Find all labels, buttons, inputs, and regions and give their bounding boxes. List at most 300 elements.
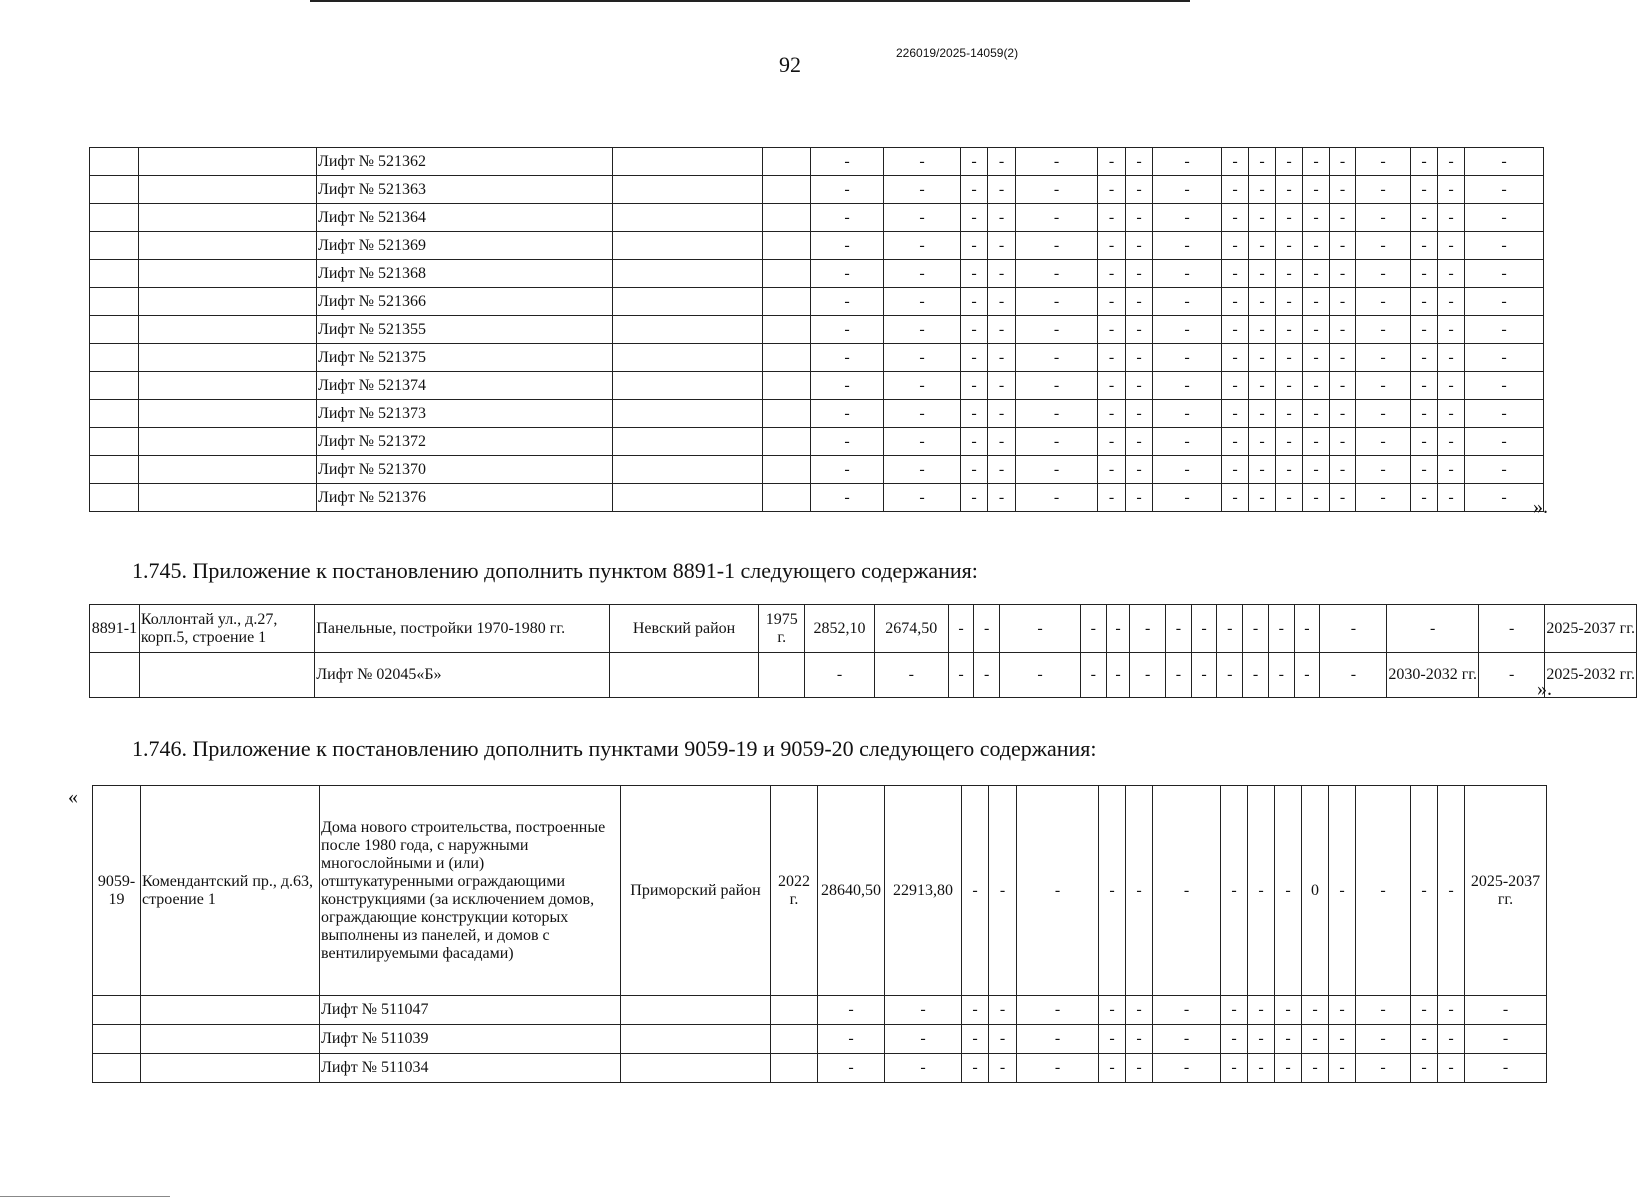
table-cell: - bbox=[1356, 484, 1411, 512]
table-cell: - bbox=[988, 456, 1016, 484]
table-cell: - bbox=[1302, 1025, 1329, 1054]
table-cell bbox=[613, 400, 763, 428]
table-cell: - bbox=[1303, 232, 1330, 260]
table-cell: - bbox=[1017, 1025, 1099, 1054]
table-row bbox=[90, 176, 1544, 204]
table-cell: - bbox=[1276, 428, 1303, 456]
table-cell: - bbox=[1016, 344, 1098, 372]
table-cell: Лифт № 521375 bbox=[317, 344, 613, 372]
table-cell: - bbox=[962, 786, 989, 996]
table-cell: - bbox=[1016, 428, 1098, 456]
table-cell: - bbox=[1222, 288, 1249, 316]
table-cell: - bbox=[1276, 344, 1303, 372]
table-cell bbox=[771, 1054, 818, 1083]
table-cell: - bbox=[988, 372, 1016, 400]
table-cell: Лифт № 521372 bbox=[317, 428, 613, 456]
table-cell: - bbox=[1016, 288, 1098, 316]
table-cell: - bbox=[1191, 653, 1217, 698]
table-cell: - bbox=[811, 260, 884, 288]
table-cell: - bbox=[1222, 400, 1249, 428]
table-row bbox=[90, 456, 1544, 484]
table-cell: - bbox=[1276, 288, 1303, 316]
table-cell bbox=[90, 344, 139, 372]
table-cell: - bbox=[1016, 204, 1098, 232]
table-cell: - bbox=[1126, 484, 1153, 512]
table-cell: - bbox=[1126, 456, 1153, 484]
table-cell: - bbox=[1153, 786, 1221, 996]
table-cell: - bbox=[1222, 456, 1249, 484]
table-cell: - bbox=[1276, 260, 1303, 288]
table-cell bbox=[139, 400, 317, 428]
table-cell: - bbox=[1465, 428, 1544, 456]
table-cell: - bbox=[1302, 1054, 1329, 1083]
table-row bbox=[90, 288, 1544, 316]
table-cell: - bbox=[1438, 260, 1465, 288]
table-cell bbox=[763, 288, 811, 316]
table-cell: - bbox=[1249, 288, 1276, 316]
table-cell: - bbox=[1153, 204, 1222, 232]
table-cell: - bbox=[1099, 996, 1126, 1025]
table-cell: - bbox=[1411, 204, 1438, 232]
table-cell: - bbox=[1330, 204, 1356, 232]
table-cell: - bbox=[1356, 1054, 1411, 1083]
table-cell: - bbox=[1465, 260, 1544, 288]
table-cell: - bbox=[1275, 786, 1302, 996]
table-cell bbox=[613, 428, 763, 456]
table-cell bbox=[90, 288, 139, 316]
table-cell: - bbox=[1153, 428, 1222, 456]
table-cell: - bbox=[1217, 653, 1243, 698]
table-cell: - bbox=[1166, 653, 1192, 698]
address-table-9059-19 bbox=[92, 785, 1547, 1083]
table-cell: - bbox=[1222, 372, 1249, 400]
table-cell: - bbox=[1276, 456, 1303, 484]
table-cell: - bbox=[1275, 1054, 1302, 1083]
table-cell: 2674,50 bbox=[874, 605, 948, 653]
table-cell: - bbox=[1098, 148, 1126, 176]
table-cell: - bbox=[1222, 316, 1249, 344]
table-cell bbox=[139, 288, 317, 316]
table-cell: - bbox=[962, 1025, 989, 1054]
table-cell: - bbox=[1276, 484, 1303, 512]
table-cell: - bbox=[1275, 1025, 1302, 1054]
table-cell: - bbox=[948, 605, 974, 653]
table-cell: - bbox=[1411, 1025, 1438, 1054]
table-cell: - bbox=[1330, 316, 1356, 344]
table-cell: - bbox=[874, 653, 948, 698]
table-cell: - bbox=[1249, 428, 1276, 456]
table-cell: - bbox=[1126, 344, 1153, 372]
table-cell bbox=[763, 204, 811, 232]
table-cell: - bbox=[811, 232, 884, 260]
table-cell: - bbox=[1356, 316, 1411, 344]
table-cell: - bbox=[1330, 372, 1356, 400]
table-cell: - bbox=[1411, 1054, 1438, 1083]
table-cell bbox=[139, 176, 317, 204]
table-cell bbox=[93, 996, 141, 1025]
table-cell: - bbox=[1438, 1054, 1465, 1083]
table-cell bbox=[763, 456, 811, 484]
table-cell bbox=[139, 428, 317, 456]
table-cell: - bbox=[1249, 344, 1276, 372]
table-cell: - bbox=[1330, 260, 1356, 288]
table-row bbox=[93, 996, 1547, 1025]
table-cell bbox=[139, 204, 317, 232]
table-cell: - bbox=[1016, 456, 1098, 484]
table-cell: - bbox=[1356, 456, 1411, 484]
table-cell bbox=[141, 1054, 320, 1083]
table-cell bbox=[139, 316, 317, 344]
table-cell: - bbox=[1465, 1025, 1547, 1054]
table-cell: - bbox=[1222, 232, 1249, 260]
table-cell: - bbox=[1465, 316, 1544, 344]
table-cell: - bbox=[1356, 232, 1411, 260]
table-cell: - bbox=[1249, 456, 1276, 484]
table-cell: - bbox=[961, 316, 988, 344]
table-cell: - bbox=[885, 1025, 962, 1054]
table-cell bbox=[613, 456, 763, 484]
table-row bbox=[90, 428, 1544, 456]
table-cell: - bbox=[1016, 176, 1098, 204]
table-cell: - bbox=[961, 372, 988, 400]
table-cell: - bbox=[1243, 653, 1269, 698]
table-cell: - bbox=[989, 1054, 1017, 1083]
table-cell: - bbox=[1126, 148, 1153, 176]
table-cell bbox=[613, 316, 763, 344]
table-cell: - bbox=[1303, 148, 1330, 176]
table-cell: - bbox=[962, 1054, 989, 1083]
table-cell: - bbox=[1411, 344, 1438, 372]
table-cell bbox=[763, 232, 811, 260]
table-cell bbox=[90, 484, 139, 512]
table-cell: - bbox=[1438, 176, 1465, 204]
table-cell: - bbox=[989, 1025, 1017, 1054]
table-cell: - bbox=[989, 996, 1017, 1025]
table-cell bbox=[771, 996, 818, 1025]
table-cell: - bbox=[1243, 605, 1269, 653]
table-cell: - bbox=[1303, 176, 1330, 204]
table-cell: - bbox=[1126, 786, 1153, 996]
table-row bbox=[90, 344, 1544, 372]
table-cell: - bbox=[1016, 400, 1098, 428]
table-cell: - bbox=[1098, 400, 1126, 428]
table-cell: - bbox=[1017, 1054, 1099, 1083]
table-cell: - bbox=[1465, 400, 1544, 428]
table-cell bbox=[90, 204, 139, 232]
table-cell: - bbox=[884, 400, 961, 428]
table-cell: - bbox=[1438, 786, 1465, 996]
table-row bbox=[93, 786, 1547, 996]
table-cell: - bbox=[1303, 456, 1330, 484]
table-cell: - bbox=[1248, 1025, 1275, 1054]
table-cell: - bbox=[961, 176, 988, 204]
table-cell: - bbox=[1465, 232, 1544, 260]
table-cell: - bbox=[961, 148, 988, 176]
table-row bbox=[90, 400, 1544, 428]
table-cell: Лифт № 521370 bbox=[317, 456, 613, 484]
address-table-8891-1-body bbox=[90, 605, 1637, 698]
table-cell: - bbox=[1356, 1025, 1411, 1054]
table-cell: - bbox=[1153, 1025, 1221, 1054]
table-cell: Лифт № 02045«Б» bbox=[315, 653, 609, 698]
table-cell: - bbox=[1303, 288, 1330, 316]
table-cell: - bbox=[1016, 148, 1098, 176]
table-cell bbox=[613, 148, 763, 176]
table-cell: - bbox=[988, 204, 1016, 232]
table-cell: - bbox=[884, 344, 961, 372]
table-cell: - bbox=[1329, 1054, 1356, 1083]
table-cell: - bbox=[961, 288, 988, 316]
table-cell: - bbox=[961, 344, 988, 372]
table-cell: 1975 г. bbox=[759, 605, 805, 653]
table-cell bbox=[93, 1054, 141, 1083]
table-cell: - bbox=[1080, 605, 1106, 653]
table-cell: - bbox=[1479, 653, 1545, 698]
table-cell: - bbox=[1330, 456, 1356, 484]
table-cell: - bbox=[961, 232, 988, 260]
table-cell: - bbox=[1320, 605, 1387, 653]
table-cell: - bbox=[1329, 996, 1356, 1025]
table-cell: - bbox=[811, 400, 884, 428]
table-cell: - bbox=[1411, 232, 1438, 260]
table-cell: - bbox=[1411, 428, 1438, 456]
table-cell: Лифт № 511039 bbox=[320, 1025, 621, 1054]
table-cell: - bbox=[1320, 653, 1387, 698]
table-cell: - bbox=[1411, 996, 1438, 1025]
table-cell bbox=[759, 653, 805, 698]
table-cell: - bbox=[1356, 996, 1411, 1025]
paragraph-1-746: 1.746. Приложение к постановлению дополнить пунктами 9059-19 и 9059-20 следующего содержания: bbox=[132, 736, 1097, 761]
table-cell: - bbox=[1249, 204, 1276, 232]
table-cell: - bbox=[811, 288, 884, 316]
table-cell: 9059-19 bbox=[93, 786, 141, 996]
table-cell: - bbox=[811, 428, 884, 456]
table-cell: - bbox=[1016, 232, 1098, 260]
table-cell bbox=[621, 1025, 771, 1054]
table-cell: 2025-2037 гг. bbox=[1545, 605, 1637, 653]
table-cell: Лифт № 521368 bbox=[317, 260, 613, 288]
table-cell: 2025-2037 гг. bbox=[1465, 786, 1547, 996]
table-cell: - bbox=[1465, 176, 1544, 204]
table-cell: - bbox=[885, 996, 962, 1025]
table-cell: - bbox=[1099, 786, 1126, 996]
table-cell: - bbox=[1438, 1025, 1465, 1054]
table-cell bbox=[771, 1025, 818, 1054]
table-cell bbox=[90, 148, 139, 176]
table-cell: - bbox=[1249, 316, 1276, 344]
table-cell bbox=[93, 1025, 141, 1054]
table-cell: Лифт № 521355 bbox=[317, 316, 613, 344]
table-cell: Комендантский пр., д.63, строение 1 bbox=[141, 786, 320, 996]
closing-quote-2: ». bbox=[1537, 678, 1552, 700]
table-cell bbox=[90, 260, 139, 288]
table-cell bbox=[139, 260, 317, 288]
table-row bbox=[90, 316, 1544, 344]
table-cell: - bbox=[1222, 260, 1249, 288]
table-cell: - bbox=[884, 204, 961, 232]
opening-quote: « bbox=[68, 786, 78, 808]
table-cell: - bbox=[1222, 176, 1249, 204]
table-cell: - bbox=[1276, 400, 1303, 428]
table-cell: - bbox=[1221, 996, 1248, 1025]
table-cell: - bbox=[1356, 260, 1411, 288]
table-cell: - bbox=[1356, 204, 1411, 232]
table-cell: - bbox=[1153, 148, 1222, 176]
table-cell: - bbox=[1330, 176, 1356, 204]
table-cell: - bbox=[1438, 484, 1465, 512]
table-cell bbox=[139, 456, 317, 484]
table-cell: - bbox=[1222, 148, 1249, 176]
table-cell: - bbox=[1438, 288, 1465, 316]
table-cell: - bbox=[1249, 232, 1276, 260]
table-cell: - bbox=[1098, 372, 1126, 400]
table-cell: Невский район bbox=[609, 605, 759, 653]
table-cell bbox=[613, 232, 763, 260]
table-cell: - bbox=[988, 484, 1016, 512]
table-cell bbox=[613, 288, 763, 316]
table-cell: - bbox=[1016, 372, 1098, 400]
table-cell: - bbox=[1356, 344, 1411, 372]
table-cell: - bbox=[1153, 1054, 1221, 1083]
table-cell: - bbox=[961, 428, 988, 456]
table-cell: - bbox=[1329, 786, 1356, 996]
table-row bbox=[90, 372, 1544, 400]
table-cell: - bbox=[811, 372, 884, 400]
table-cell: Коллонтай ул., д.27, корп.5, строение 1 bbox=[139, 605, 314, 653]
table-cell: Лифт № 521366 bbox=[317, 288, 613, 316]
table-cell: - bbox=[1222, 204, 1249, 232]
table-cell bbox=[763, 344, 811, 372]
table-cell: - bbox=[1438, 204, 1465, 232]
table-cell: - bbox=[1356, 786, 1411, 996]
table-cell: - bbox=[811, 176, 884, 204]
table-cell: - bbox=[1276, 372, 1303, 400]
table-cell: - bbox=[1465, 1054, 1547, 1083]
table-cell: - bbox=[1249, 400, 1276, 428]
table-cell bbox=[139, 653, 314, 698]
table-cell: - bbox=[1276, 232, 1303, 260]
table-cell: - bbox=[1330, 484, 1356, 512]
table-cell: Лифт № 521376 bbox=[317, 484, 613, 512]
table-cell: - bbox=[1098, 316, 1126, 344]
table-cell: - bbox=[988, 232, 1016, 260]
table-cell: Лифт № 511034 bbox=[320, 1054, 621, 1083]
table-cell: - bbox=[884, 428, 961, 456]
bottom-rule bbox=[0, 1196, 170, 1197]
table-row bbox=[90, 605, 1637, 653]
table-cell: - bbox=[1222, 484, 1249, 512]
table-cell: - bbox=[974, 653, 1000, 698]
table-cell: - bbox=[1465, 456, 1544, 484]
table-cell: - bbox=[1438, 996, 1465, 1025]
table-cell: - bbox=[1330, 288, 1356, 316]
table-cell bbox=[613, 372, 763, 400]
table-cell: - bbox=[1098, 260, 1126, 288]
table-row bbox=[90, 484, 1544, 512]
table-cell bbox=[763, 372, 811, 400]
table-cell: - bbox=[961, 400, 988, 428]
table-cell: - bbox=[1303, 428, 1330, 456]
table-cell: - bbox=[1153, 344, 1222, 372]
table-cell: - bbox=[1016, 316, 1098, 344]
table-row bbox=[90, 148, 1544, 176]
table-cell: - bbox=[1098, 344, 1126, 372]
table-cell: - bbox=[1153, 372, 1222, 400]
table-cell: - bbox=[1130, 653, 1166, 698]
table-cell: - bbox=[1411, 148, 1438, 176]
table-cell: - bbox=[884, 176, 961, 204]
table-cell: - bbox=[1126, 1054, 1153, 1083]
table-cell: - bbox=[1153, 996, 1221, 1025]
table-cell bbox=[621, 1054, 771, 1083]
table-cell: Лифт № 521373 bbox=[317, 400, 613, 428]
table-cell bbox=[141, 1025, 320, 1054]
table-cell: - bbox=[1411, 400, 1438, 428]
table-cell: - bbox=[1465, 372, 1544, 400]
table-cell: Панельные, постройки 1970-1980 гг. bbox=[315, 605, 609, 653]
table-cell: - bbox=[961, 484, 988, 512]
table-cell: - bbox=[1411, 316, 1438, 344]
table-cell: - bbox=[1166, 605, 1192, 653]
table-cell: - bbox=[961, 204, 988, 232]
top-rule bbox=[310, 0, 1190, 2]
table-cell: - bbox=[1411, 484, 1438, 512]
table-cell: - bbox=[1330, 428, 1356, 456]
table-cell: - bbox=[1153, 456, 1222, 484]
table-cell: - bbox=[1221, 786, 1248, 996]
table-cell: - bbox=[1126, 260, 1153, 288]
table-cell: - bbox=[1126, 996, 1153, 1025]
table-cell: - bbox=[1330, 148, 1356, 176]
table-cell: - bbox=[1276, 176, 1303, 204]
table-cell: - bbox=[1465, 288, 1544, 316]
table-cell: - bbox=[1126, 372, 1153, 400]
table-cell: - bbox=[884, 372, 961, 400]
table-cell: - bbox=[1016, 484, 1098, 512]
table-cell: - bbox=[811, 316, 884, 344]
table-cell: - bbox=[1411, 260, 1438, 288]
table-cell: - bbox=[1302, 996, 1329, 1025]
table-cell: - bbox=[988, 400, 1016, 428]
table-cell: - bbox=[1438, 344, 1465, 372]
table-cell bbox=[90, 316, 139, 344]
table-cell: - bbox=[1438, 456, 1465, 484]
table-cell: - bbox=[1248, 996, 1275, 1025]
table-cell: - bbox=[885, 1054, 962, 1083]
table-cell: - bbox=[1248, 786, 1275, 996]
table-cell: - bbox=[1411, 786, 1438, 996]
table-cell: - bbox=[1106, 653, 1130, 698]
table-cell: - bbox=[1080, 653, 1106, 698]
table-cell bbox=[763, 260, 811, 288]
table-cell: - bbox=[1465, 204, 1544, 232]
table-cell: - bbox=[1303, 484, 1330, 512]
table-cell bbox=[139, 344, 317, 372]
table-cell: - bbox=[1356, 148, 1411, 176]
table-cell bbox=[90, 372, 139, 400]
table-cell bbox=[90, 400, 139, 428]
table-cell: - bbox=[884, 316, 961, 344]
table-cell bbox=[139, 148, 317, 176]
table-cell bbox=[763, 176, 811, 204]
table-cell: - bbox=[818, 996, 885, 1025]
paragraph-1-745: 1.745. Приложение к постановлению дополнить пунктом 8891-1 следующего содержания: bbox=[132, 558, 978, 583]
table-cell: Лифт № 521362 bbox=[317, 148, 613, 176]
table-cell: - bbox=[1153, 316, 1222, 344]
table-cell: - bbox=[1268, 653, 1294, 698]
table-cell: - bbox=[1276, 316, 1303, 344]
table-cell: - bbox=[988, 176, 1016, 204]
